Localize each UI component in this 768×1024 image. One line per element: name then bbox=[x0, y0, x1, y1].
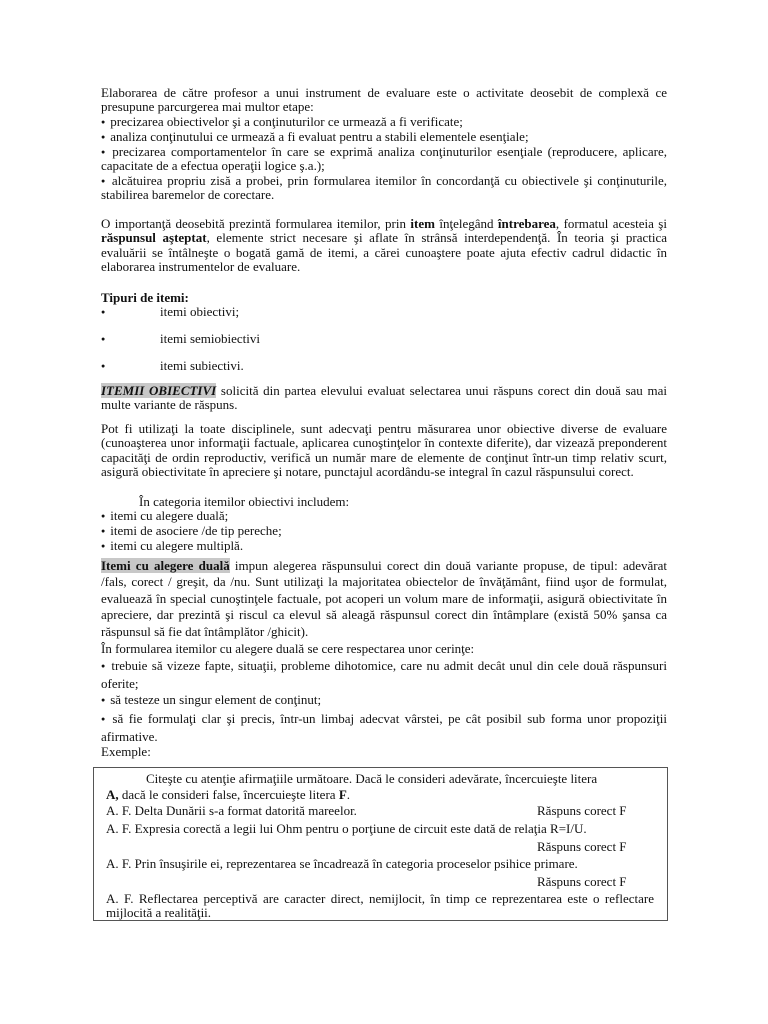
intro-paragraph: Elaborarea de către profesor a unui instrument de evaluare este o activitate deosebit de complexă ce presupune parcurgerea mai multor etape: bbox=[101, 85, 667, 115]
bullet-icon: ● bbox=[101, 308, 106, 316]
requirements-intro: În formularea itemilor cu alegere duală se cere respectarea unor cerinţe: bbox=[101, 641, 475, 656]
step-1: ● precizarea obiectivelor şi a conţinuturilor ce urmează a fi verificate; bbox=[101, 115, 667, 129]
example-question-4: A. F. Reflectarea perceptivă are caracter direct, nemijlocit, în timp ce reprezentarea este o reflectare mijlocită a realităţii. bbox=[106, 891, 654, 920]
dual-choice-label: Itemi cu alegere duală bbox=[101, 558, 230, 573]
importance-paragraph: O importanţă deosebită prezintă formularea itemilor, prin item înţelegând întrebarea, formatul acesteia şi răspunsul aşteptat, elemente strict necesare şi aflate în strânsă interdependenţă. În teoria şi practica evaluării se întâlneşte o bogată gamă de itemi, a cărei cunoaştere poate ajuta efectiv cadrul didactic în elaborarea instrumentelor de evaluare. bbox=[101, 216, 667, 275]
category-item: ● itemi cu alegere multiplă. bbox=[101, 539, 667, 553]
step-3: ● precizarea comportamentelor în care se exprimă analiza conţinuturilor esenţiale (reproducere, aplicare, capacitate de a efectua operaţii logice ş.a.); bbox=[101, 145, 667, 174]
requirement-item: ● trebuie să vizeze fapte, situaţii, probleme dihotomice, care nu admit decât unul din cele două răspunsuri oferite; bbox=[101, 657, 667, 692]
examples-label: Exemple: bbox=[101, 744, 151, 759]
objective-usage: Pot fi utilizaţi la toate disciplinele, sunt adecvaţi pentru măsurarea unor obiective diverse de evaluare (cunoaşterea unor informaţii factuale, aplicarea cunoştinţelor în contexte diferite), dar vizează preponderent capacităţi de ordin reproductiv, verifică un număr mare de elemente de conţinut într-un timp relativ scurt, asigură obiectivitate în apreciere şi notare, punctajul acordându-se integral în cazul răspunsului corect. bbox=[101, 421, 667, 480]
example-question-2: A. F. Expresia corectă a legii lui Ohm pentru o porţiune de circuit este dată de relaţia R=I/U. bbox=[106, 821, 587, 836]
example-answer-2: Răspuns corect F bbox=[537, 839, 627, 854]
category-item: ● itemi de asociere /de tip pereche; bbox=[101, 524, 667, 538]
dual-choice-paragraph: Itemi cu alegere duală impun alegerea răspunsului corect din două variante propuse, de tipul: adevărat /fals, corect / greşit, da /nu. Sunt utilizaţi la majoritatea obiectelor de învăţământ, fiind uşor de formulat, evaluează în special cunoştinţele factuale, pot acoperi un volum mare de informaţii, asigură obiectivitate în apreciere, dar prezintă şi riscul ca elevul să aleagă răspunsul corect din întâmplare (există 50% şansa ca răspunsul să fie dat întâmplător /ghicit). bbox=[101, 558, 667, 639]
example-answer-3: Răspuns corect F bbox=[537, 874, 627, 889]
examples-box bbox=[93, 767, 668, 921]
examples-instruction: Citeşte cu atenţie afirmaţiile următoare. Dacă le consideri adevărate, încercuieşte litera A, dacă le consideri false, încercuieşte litera F. bbox=[106, 771, 598, 802]
category-intro: În categoria itemilor obiectivi includem: bbox=[139, 494, 350, 509]
bullet-icon: ● bbox=[101, 362, 106, 370]
bullet-icon: ● bbox=[101, 335, 106, 343]
step-4: ● alcătuirea propriu zisă a probei, prin formularea itemilor în concordanţă cu obiectivele şi conţinuturile, stabilirea baremelor de corectare. bbox=[101, 174, 667, 203]
example-answer-1: Răspuns corect F bbox=[537, 803, 627, 818]
objective-label: ITEMII OBIECTIVI bbox=[101, 383, 217, 398]
example-question-3: A. F. Prin însuşirile ei, reprezentarea se încadrează în categoria proceselor psihice primare. bbox=[106, 856, 578, 871]
requirement-item: ● să testeze un singur element de conţinut; bbox=[101, 693, 667, 707]
example-question-1: A. F. Delta Dunării s-a format datorită mareelor. bbox=[106, 803, 357, 818]
types-heading: Tipuri de itemi: bbox=[101, 290, 189, 305]
objective-definition: ITEMII OBIECTIVI solicită din partea elevului evaluat selectarea unui răspuns corect din două sau mai multe variante de răspuns. bbox=[101, 383, 667, 413]
requirement-item: ● să fie formulaţi clar şi precis, într-un limbaj adecvat vârstei, pe cât posibil sub forma unor propoziţii afirmative. bbox=[101, 710, 667, 745]
category-item: ● itemi cu alegere duală; bbox=[101, 509, 667, 523]
step-2: ● analiza conţinutului ce urmează a fi evaluat pentru a stabili elementele esenţiale; bbox=[101, 130, 667, 144]
